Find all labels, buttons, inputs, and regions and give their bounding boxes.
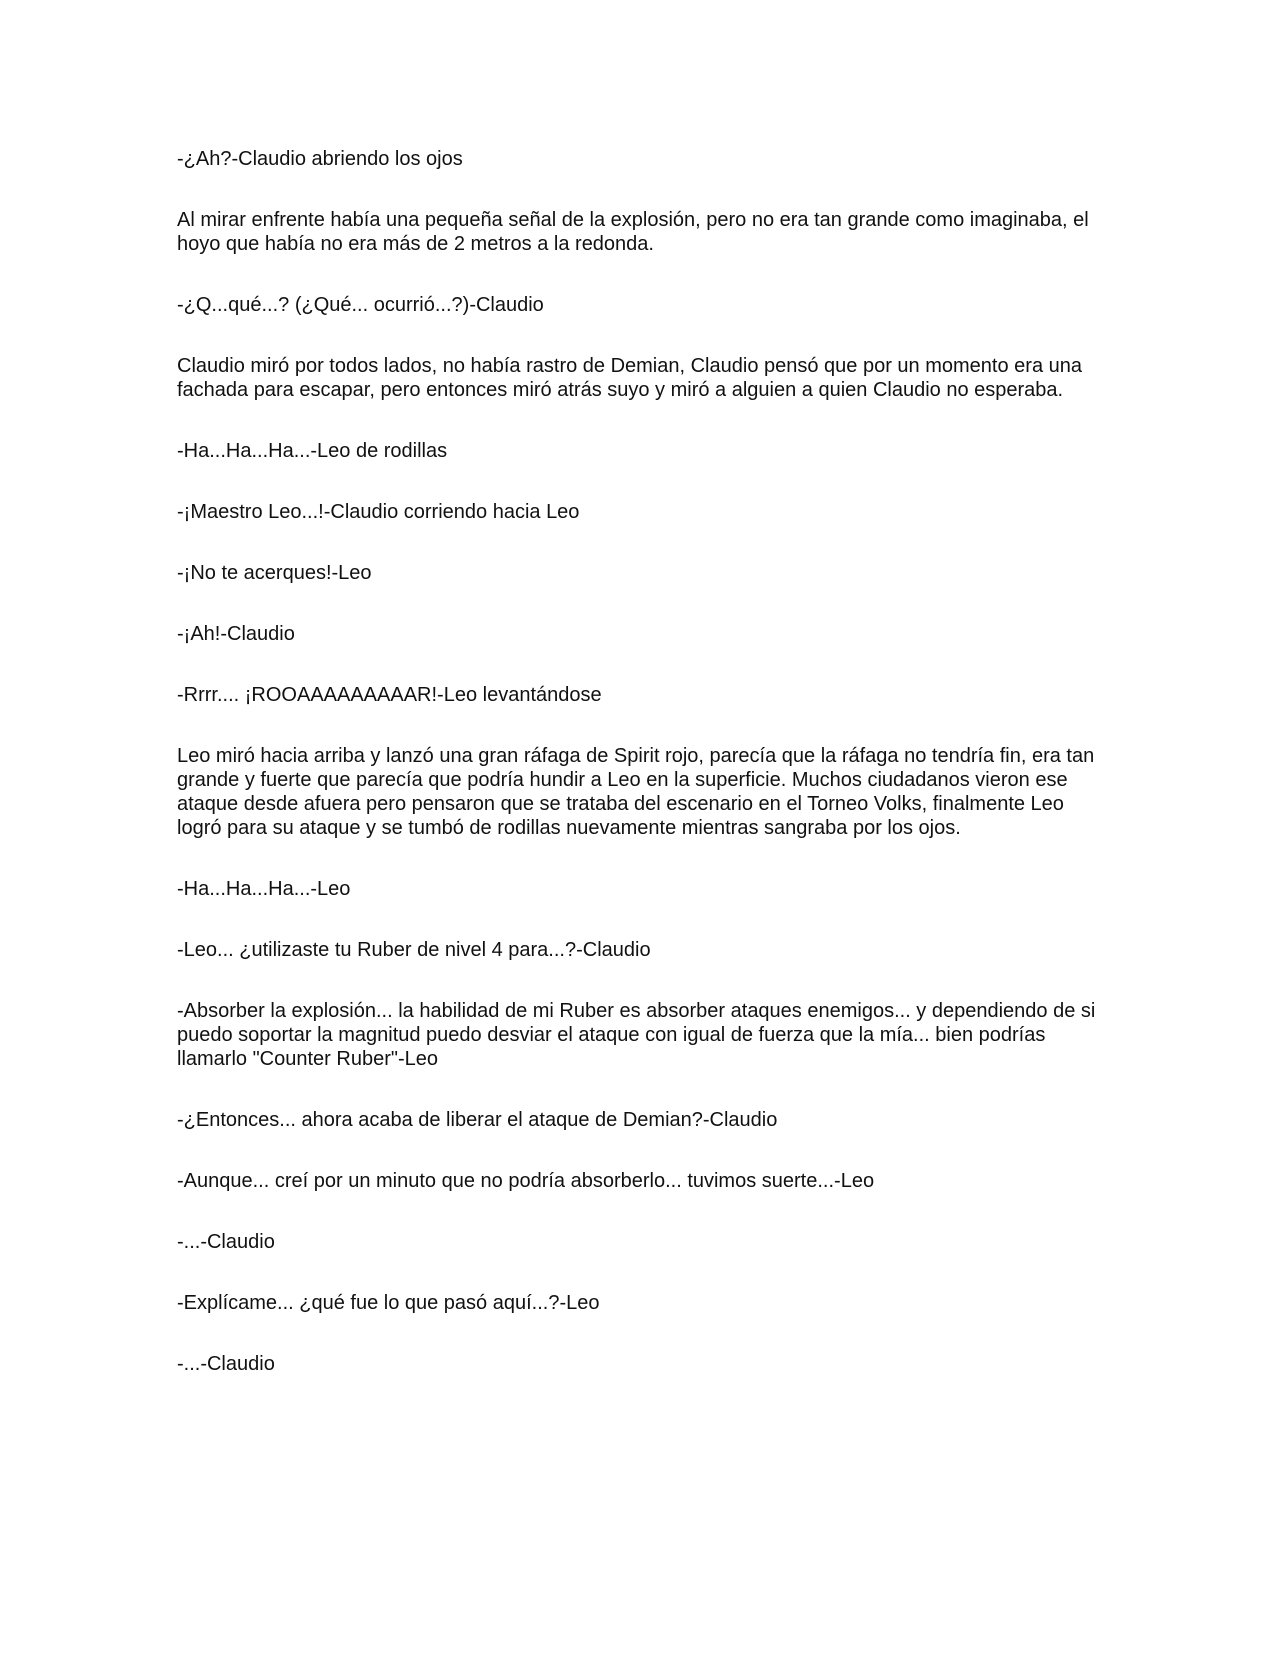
paragraph: -...-Claudio (177, 1231, 275, 1253)
paragraph: -Aunque... creí por un minuto que no podría absorberlo... tuvimos suerte...-Leo (177, 1170, 875, 1192)
paragraph: -¿Entonces... ahora acaba de liberar el ataque de Demian?-Claudio (177, 1109, 778, 1131)
paragraph: -Ha...Ha...Ha...-Leo (177, 878, 351, 900)
paragraph: Leo miró hacia arriba y lanzó una gran ráfaga de Spirit rojo, parecía que la ráfaga no tendría fin, era tan grande y fuerte que parecía que podría hundir a Leo en la superficie. Muchos ciudadanos vieron ese ataque desde afuera pero pensaron que se trataba del escenario en el Torneo Volks, finalmente Leo logró para su ataque y se tumbó de rodillas nuevamente mientras sangraba por los ojos. (177, 745, 1095, 839)
paragraph: -¿Q...qué...? (¿Qué... ocurrió...?)-Claudio (177, 294, 544, 316)
paragraph: -¡No te acerques!-Leo (177, 562, 372, 584)
paragraph: -Leo... ¿utilizaste tu Ruber de nivel 4 para...?-Claudio (177, 939, 651, 961)
paragraph: -Rrrr.... ¡ROOAAAAAAAAAR!-Leo levantándose (177, 684, 602, 706)
paragraph: Claudio miró por todos lados, no había rastro de Demian, Claudio pensó que por un momento era una fachada para escapar, pero entonces miró atrás suyo y miró a alguien a quien Claudio no esperaba. (177, 355, 1082, 401)
paragraph: -Ha...Ha...Ha...-Leo de rodillas (177, 440, 448, 462)
paragraph: -Explícame... ¿qué fue lo que pasó aquí...?-Leo (177, 1292, 600, 1314)
paragraph: -¡Maestro Leo...!-Claudio corriendo hacia Leo (177, 501, 580, 523)
document-body (177, 147, 1097, 1413)
paragraph: Al mirar enfrente había una pequeña señal de la explosión, pero no era tan grande como imaginaba, el hoyo que había no era más de 2 metros a la redonda. (177, 209, 1089, 255)
paragraph: -Absorber la explosión... la habilidad de mi Ruber es absorber ataques enemigos... y dependiendo de si puedo soportar la magnitud puedo desviar el ataque con igual de fuerza que la mía... bien podrías llamarlo "Counter Ruber"-Leo (177, 1000, 1096, 1070)
paragraph: -¿Ah?-Claudio abriendo los ojos (177, 148, 463, 170)
paragraph: -¡Ah!-Claudio (177, 623, 295, 645)
paragraph: -...-Claudio (177, 1353, 275, 1375)
